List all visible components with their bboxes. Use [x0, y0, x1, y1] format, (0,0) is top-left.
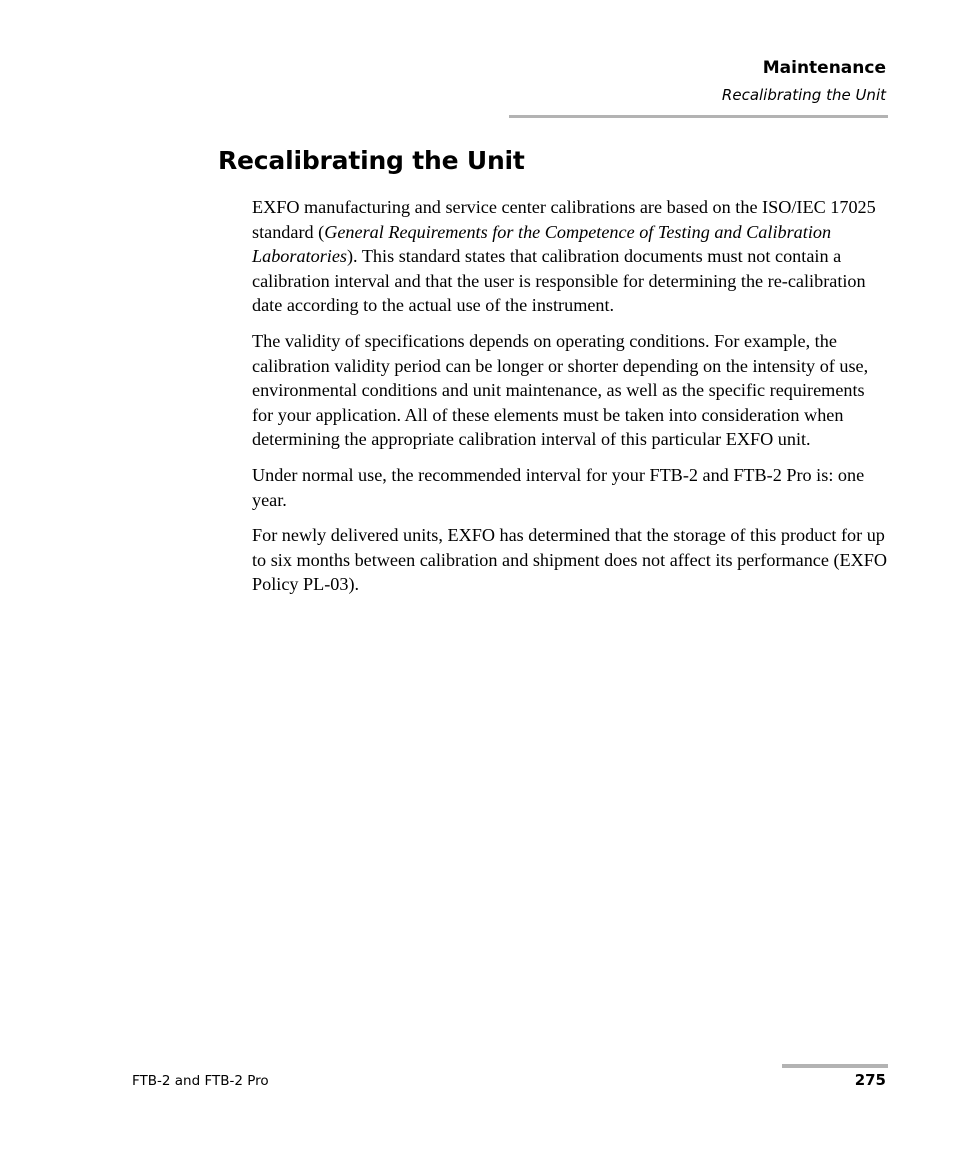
footer-product-name: FTB-2 and FTB-2 Pro: [132, 1073, 269, 1089]
paragraph-1-end: ). This standard states that calibration documents must not contain a calibration interval and that the user is responsible for determining the re-calibration date according to the actual use of the instrument.: [252, 246, 866, 316]
header-divider: [509, 115, 888, 118]
running-header: [722, 57, 886, 105]
paragraph-recommended-interval: Under normal use, the recommended interval for your FTB-2 and FTB-2 Pro is: one year.: [252, 464, 865, 510]
body-content: [252, 195, 888, 608]
paragraph-calibration-standard: [252, 195, 888, 318]
paragraph-storage-policy: For newly delivered units, EXFO has determined that the storage of this product for up to six months between calibration and shipment does not affect its performance (EXFO Policy PL-03).: [252, 525, 888, 595]
standard-title: General Requirements for the Competence of Testing and Calibration Laboratories: [252, 221, 832, 267]
paragraph-1-start: EXFO manufacturing and service center calibrations are based on the ISO/IEC 17025 standard (: [252, 197, 876, 242]
header-section-title: Recalibrating the Unit: [721, 86, 886, 104]
header-chapter-title: Maintenance: [762, 58, 886, 78]
page-number: 275: [854, 1071, 886, 1089]
page-title: Recalibrating the Unit: [218, 146, 525, 175]
footer-divider: [782, 1064, 888, 1068]
paragraph-validity: The validity of specifications depends on operating conditions. For example, the calibration validity period can be longer or shorter depending on the intensity of use, environmental conditions and unit maintenance, as well as the specific requirements for your application. All of these elements must be taken into consideration when determining the appropriate calibration interval of this particular EXFO unit.: [252, 330, 869, 450]
